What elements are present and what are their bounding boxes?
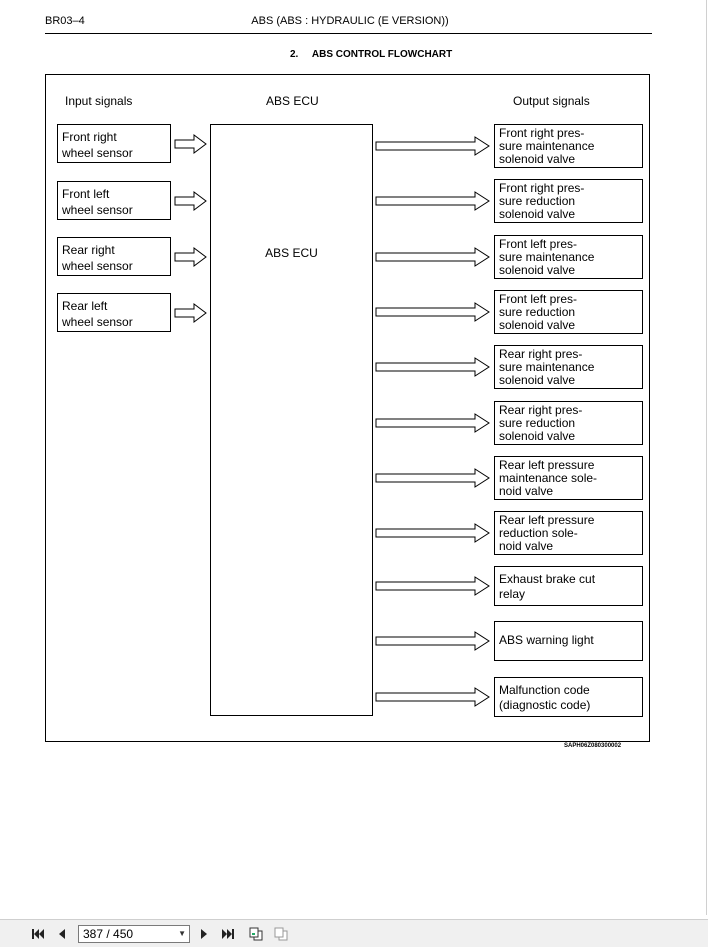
section-number: 2.: [290, 49, 299, 60]
input-signal-line: wheel sensor: [62, 315, 133, 329]
abs-ecu-label: ABS ECU: [265, 246, 318, 260]
input-signal-line: wheel sensor: [62, 259, 133, 273]
next-page-icon[interactable]: [196, 926, 212, 942]
input-arrow-icon: [174, 247, 208, 267]
output-signal-line: Front left pres-: [499, 292, 578, 306]
ecu-heading: ABS ECU: [266, 94, 319, 108]
output-signal-line: solenoid valve: [499, 318, 576, 332]
output-signal-box: [494, 235, 643, 279]
input-signals-heading: Input signals: [65, 94, 133, 108]
output-signal-box: [494, 401, 643, 445]
last-page-icon[interactable]: [220, 926, 236, 942]
section-heading: ABS CONTROL FLOWCHART: [311, 49, 453, 60]
output-signal-line: ABS warning light: [499, 633, 594, 647]
output-arrow-icon: [375, 687, 491, 707]
output-signal-line: sure reduction: [499, 305, 576, 319]
input-arrow-icon: [174, 303, 208, 323]
input-signal-box: [57, 293, 171, 332]
output-signal-line: solenoid valve: [499, 429, 576, 443]
output-signal-line: Rear right pres-: [499, 347, 583, 361]
page-number-select[interactable]: [78, 925, 190, 943]
input-signal-line: wheel sensor: [62, 203, 133, 217]
output-signal-box: [494, 621, 643, 661]
output-signal-line: sure maintenance: [499, 360, 595, 374]
first-page-icon[interactable]: [30, 926, 46, 942]
output-signal-line: noid valve: [499, 484, 554, 498]
output-arrow-icon: [375, 191, 491, 211]
output-signal-box: [494, 511, 643, 555]
output-signal-line: Exhaust brake cut: [499, 572, 596, 586]
output-signal-line: sure reduction: [499, 416, 576, 430]
output-signal-box: [494, 677, 643, 717]
previous-page-icon[interactable]: [54, 926, 70, 942]
input-signal-box: [57, 181, 171, 220]
input-signal-line: Rear right: [62, 243, 115, 257]
output-signal-line: solenoid valve: [499, 207, 576, 221]
input-signal-line: wheel sensor: [62, 146, 133, 160]
output-signal-line: Rear left pressure: [499, 458, 595, 472]
output-signal-line: solenoid valve: [499, 263, 576, 277]
chevron-down-icon: ▼: [178, 929, 186, 938]
input-arrow-icon: [174, 134, 208, 154]
input-signal-box: [57, 124, 171, 163]
output-signal-box: [494, 345, 643, 389]
header-title: ABS (ABS : HYDRAULIC (E VERSION)): [251, 15, 449, 27]
output-arrow-icon: [375, 357, 491, 377]
output-signal-line: solenoid valve: [499, 152, 576, 166]
output-signal-line: Front right pres-: [499, 181, 585, 195]
output-signal-line: sure maintenance: [499, 250, 595, 264]
output-signal-box: [494, 566, 643, 606]
header-rule: [45, 33, 652, 34]
previous-view-icon[interactable]: [248, 926, 264, 942]
output-signal-line: relay: [499, 587, 526, 601]
output-signal-line: sure reduction: [499, 194, 576, 208]
output-signal-line: Front right pres-: [499, 126, 585, 140]
output-signal-line: (diagnostic code): [499, 698, 591, 712]
output-signal-line: Rear left pressure: [499, 513, 595, 527]
pdf-viewer-toolbar: [0, 919, 708, 947]
output-signal-line: solenoid valve: [499, 373, 576, 387]
output-signal-line: maintenance sole-: [499, 471, 598, 485]
output-arrow-icon: [375, 576, 491, 596]
output-signal-box: [494, 290, 643, 334]
output-signal-line: reduction sole-: [499, 526, 578, 540]
output-signal-line: Malfunction code: [499, 683, 590, 697]
output-signal-box: [494, 124, 643, 168]
figure-code: SAPH06Z080300002: [564, 743, 622, 749]
output-signal-line: noid valve: [499, 539, 554, 553]
output-signal-line: Front left pres-: [499, 237, 578, 251]
input-signal-line: Rear left: [62, 299, 108, 313]
output-signal-line: Rear right pres-: [499, 403, 583, 417]
output-arrow-icon: [375, 247, 491, 267]
output-arrow-icon: [375, 631, 491, 651]
input-signal-line: Front right: [62, 130, 117, 144]
abs-ecu-block: [210, 124, 373, 716]
output-signal-box: [494, 456, 643, 500]
page-indicator: 387 / 450: [83, 927, 134, 941]
input-signal-line: Front left: [62, 187, 110, 201]
output-arrow-icon: [375, 413, 491, 433]
output-signal-line: sure maintenance: [499, 139, 595, 153]
output-signal-box: [494, 179, 643, 223]
input-arrow-icon: [174, 191, 208, 211]
output-arrow-icon: [375, 523, 491, 543]
section-title: [290, 49, 452, 60]
input-signal-box: [57, 237, 171, 276]
output-arrow-icon: [375, 302, 491, 322]
next-view-icon[interactable]: [273, 926, 289, 942]
header-code: BR03–4: [45, 15, 85, 27]
output-arrow-icon: [375, 136, 491, 156]
output-arrow-icon: [375, 468, 491, 488]
output-signals-heading: Output signals: [513, 94, 590, 108]
